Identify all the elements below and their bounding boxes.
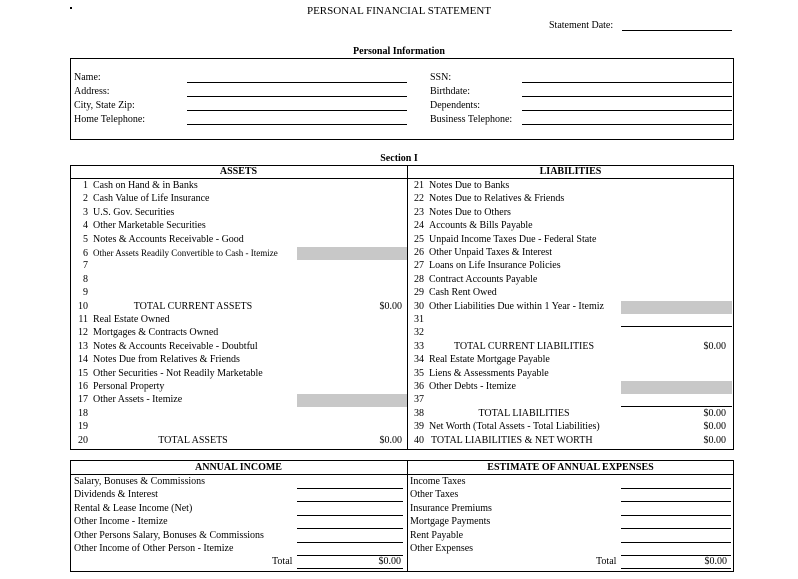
asset-row (74, 314, 170, 326)
liability-row-label: Liens & Assessments Payable (429, 367, 549, 379)
asset-row (74, 354, 240, 366)
asset-value-cell-shaded[interactable] (297, 394, 407, 407)
income-row-label: Other Persons Salary, Bonuses & Commissions (74, 529, 264, 541)
liability-row (410, 354, 550, 366)
liability-row (410, 301, 604, 313)
income-row-label: Other Income - Itemize (74, 516, 168, 528)
expense-row-field[interactable] (621, 501, 731, 502)
income-row-field[interactable] (297, 515, 403, 516)
asset-row (74, 234, 244, 246)
liability-row (410, 274, 537, 286)
asset-row (74, 287, 93, 299)
asset-row-number: 13 (78, 340, 88, 352)
income-row-label: Salary, Bonuses & Commissions (74, 476, 206, 487)
liability-value-cell-shaded[interactable] (621, 301, 732, 314)
liability-row-number: 24 (414, 220, 424, 232)
statement-date-field[interactable] (622, 30, 732, 31)
liability-row (410, 193, 564, 205)
liability-row-number: 40 (414, 434, 424, 446)
asset-row-label: TOTAL CURRENT ASSETS (133, 300, 253, 312)
liability-row-number: 27 (414, 260, 424, 272)
liability-row-label: Notes Due to Others (429, 206, 511, 218)
liability-row-number: 34 (414, 354, 424, 366)
asset-row-label: Cash Value of Life Insurance (93, 193, 210, 205)
personal-field-label: Address: (74, 86, 110, 97)
liability-row-label: Loans on Life Insurance Policies (429, 260, 561, 272)
income-row-label: Dividends & Interest (74, 489, 158, 501)
liability-row-number: 35 (414, 367, 424, 379)
expense-row-label: Mortgage Payments (410, 516, 491, 528)
asset-row-number: 11 (78, 314, 88, 325)
liability-row-label: Cash Rent Owed (429, 287, 497, 299)
asset-row-label: Other Marketable Securities (93, 220, 206, 232)
personal-field-input[interactable] (522, 82, 732, 83)
liability-row (410, 381, 516, 393)
personal-field-label: Name: (74, 72, 101, 83)
personal-field-label: Business Telephone: (430, 114, 513, 125)
personal-field-input[interactable] (522, 96, 732, 97)
asset-row-number: 5 (83, 233, 88, 245)
asset-row-number: 9 (83, 287, 88, 299)
personal-info-heading: Personal Information (353, 46, 445, 57)
section-divider (407, 165, 408, 449)
asset-row-number: 15 (78, 367, 88, 379)
asset-row-label: Other Securities - Not Readily Marketable (93, 367, 263, 379)
personal-field-input[interactable] (187, 110, 407, 111)
asset-row (74, 394, 182, 406)
income-total-field (297, 568, 403, 569)
asset-row (74, 180, 198, 192)
liability-row-number: 39 (414, 421, 424, 433)
liability-row-label: TOTAL LIABILITIES & NET WORTH (431, 434, 593, 446)
liability-value-field[interactable] (621, 326, 732, 327)
income-total-value: $0.00 (378, 556, 401, 567)
asset-row-label: Notes & Accounts Receivable - Good (93, 233, 244, 245)
liability-row (410, 220, 533, 232)
liability-row (410, 435, 593, 447)
asset-row-number: 7 (83, 260, 88, 272)
liability-row (410, 287, 497, 299)
asset-row-number: 1 (83, 180, 88, 191)
liability-row (410, 341, 619, 353)
liability-row-number: 22 (414, 193, 424, 205)
liability-row (410, 260, 561, 272)
asset-row-label: Other Assets - Itemize (93, 394, 183, 406)
liability-row (410, 408, 619, 420)
income-row-field[interactable] (297, 501, 403, 502)
liability-row-number: 38 (414, 407, 424, 419)
liability-row-number: 36 (414, 381, 424, 392)
income-total-label: Total (272, 556, 293, 567)
liability-total-value: $0.00 (703, 434, 726, 446)
expense-row-field[interactable] (621, 555, 731, 556)
income-expense-divider (407, 460, 408, 571)
liability-total-value: $0.00 (703, 340, 726, 352)
expense-row-label: Rent Payable (410, 529, 464, 541)
asset-row (74, 381, 164, 393)
liability-row-number: 33 (414, 340, 424, 352)
asset-value-cell-shaded[interactable] (297, 247, 407, 260)
liability-row (410, 247, 552, 259)
expense-row-label: Other Taxes (410, 489, 459, 501)
expenses-total-label: Total (596, 556, 617, 567)
personal-field-label: SSN: (430, 72, 452, 83)
liability-row-number: 23 (414, 206, 424, 218)
expense-row-label: Insurance Premiums (410, 502, 492, 514)
personal-field-input[interactable] (187, 124, 407, 125)
liability-row-number: 28 (414, 273, 424, 285)
liability-row (410, 421, 600, 433)
expense-row-field[interactable] (621, 542, 731, 543)
asset-total-value: $0.00 (379, 434, 402, 446)
expense-row-label: Income Taxes (410, 476, 466, 487)
asset-row-number: 16 (78, 381, 88, 392)
liability-row (410, 327, 429, 339)
liability-row-label: Other Debts - Itemize (429, 381, 516, 392)
section-header-rule (70, 178, 733, 179)
expenses-total-value: $0.00 (704, 556, 727, 567)
income-row-label: Other Income of Other Person - Itemize (74, 543, 234, 554)
asset-row (74, 408, 93, 420)
asset-row-number: 17 (78, 394, 88, 406)
liabilities-heading: LIABILITIES (539, 166, 602, 177)
liability-row-number: 21 (414, 180, 424, 191)
asset-row-label: Notes & Accounts Receivable - Doubtful (93, 340, 258, 352)
personal-field-label: Home Telephone: (74, 114, 146, 125)
liability-row (410, 314, 429, 326)
asset-row-number: 18 (78, 407, 88, 419)
asset-row-number: 2 (83, 193, 88, 205)
income-row-field[interactable] (297, 488, 403, 489)
asset-row-number: 14 (78, 354, 88, 366)
asset-row (74, 301, 293, 313)
liability-row-label: TOTAL CURRENT LIABILITIES (453, 340, 595, 352)
statement-date-label: Statement Date: (549, 20, 614, 31)
asset-row (74, 435, 293, 447)
liability-row-label: Notes Due to Banks (429, 180, 510, 191)
liability-row-number: 30 (414, 300, 424, 312)
asset-row (74, 341, 258, 353)
personal-field-label: City, State Zip: (74, 100, 135, 111)
income-row-field[interactable] (297, 555, 403, 556)
assets-heading: ASSETS (219, 166, 258, 177)
liability-row-number: 32 (414, 327, 424, 339)
personal-field-input[interactable] (522, 110, 732, 111)
section-label: Section I (380, 153, 418, 164)
liability-value-cell-shaded[interactable] (621, 381, 732, 394)
asset-row (74, 368, 263, 380)
asset-row-label: U.S. Gov. Securities (93, 206, 175, 218)
asset-row-label: Mortgages & Contracts Owned (93, 327, 219, 339)
liability-row-number: 25 (414, 233, 424, 245)
asset-row-number: 3 (83, 206, 88, 218)
liability-row-number: 26 (414, 247, 424, 258)
asset-total-value: $0.00 (379, 300, 402, 312)
asset-row-label: Other Assets Readily Convertible to Cash - Itemize (93, 248, 278, 258)
liability-row (410, 368, 549, 380)
asset-row-number: 12 (78, 327, 88, 339)
personal-field-input[interactable] (522, 124, 732, 125)
asset-row (74, 421, 93, 433)
liability-row (410, 234, 596, 246)
asset-row (74, 327, 218, 339)
liability-row (410, 394, 429, 406)
asset-row-number: 20 (78, 434, 88, 446)
annual-expenses-heading: ESTIMATE OF ANNUAL EXPENSES (487, 462, 654, 473)
liability-total-value: $0.00 (703, 421, 726, 433)
asset-row (74, 193, 209, 205)
liability-row-label: Other Liabilities Due within 1 Year - Itemiz (429, 300, 604, 312)
personal-field-label: Dependents: (430, 100, 480, 111)
expense-row-field[interactable] (621, 488, 731, 489)
liability-total-value: $0.00 (703, 407, 726, 419)
asset-row (74, 247, 278, 260)
asset-row-label: Notes Due from Relatives & Friends (93, 354, 240, 366)
asset-row-number: 19 (78, 421, 88, 433)
personal-field-input[interactable] (187, 96, 407, 97)
asset-row (74, 207, 174, 219)
liability-row-label: Unpaid Income Taxes Due - Federal State (429, 233, 597, 245)
income-row-field[interactable] (297, 528, 403, 529)
asset-row (74, 274, 93, 286)
expense-row-label: Other Expenses (410, 543, 474, 554)
asset-row-number: 8 (83, 273, 88, 285)
asset-row-number: 4 (83, 220, 88, 232)
liability-row-number: 29 (414, 287, 424, 299)
income-row-field[interactable] (297, 542, 403, 543)
liability-row-number: 31 (414, 314, 424, 325)
liability-row-number: 37 (414, 394, 424, 406)
personal-info-box (70, 58, 734, 140)
asset-row (74, 220, 206, 232)
liability-row (410, 180, 509, 192)
asset-row-label: TOTAL ASSETS (158, 434, 228, 446)
asset-row-number: 6 (83, 248, 88, 259)
personal-field-label: Birthdate: (430, 86, 470, 97)
asset-row-label: Cash on Hand & in Banks (93, 180, 198, 191)
liability-row-label: Real Estate Mortgage Payable (429, 354, 550, 366)
income-header-rule (70, 474, 733, 475)
liability-row-label: Accounts & Bills Payable (429, 220, 533, 232)
income-row-label: Rental & Lease Income (Net) (74, 502, 193, 514)
liability-row-label: Notes Due to Relatives & Friends (429, 193, 565, 205)
expense-row-field[interactable] (621, 515, 731, 516)
annual-income-heading: ANNUAL INCOME (195, 462, 282, 473)
page-title: PERSONAL FINANCIAL STATEMENT (306, 5, 492, 17)
personal-field-input[interactable] (187, 82, 407, 83)
liability-row (410, 207, 511, 219)
expenses-total-field (621, 568, 731, 569)
liability-row-label: Net Worth (Total Assets - Total Liabilities) (429, 421, 600, 433)
liability-row-label: Contract Accounts Payable (429, 273, 538, 285)
liability-row-label: TOTAL LIABILITIES (478, 407, 570, 419)
liability-row-label: Other Unpaid Taxes & Interest (429, 247, 552, 258)
asset-row-label: Personal Property (93, 381, 165, 392)
asset-row-label: Real Estate Owned (93, 314, 170, 325)
asset-row (74, 260, 93, 272)
expense-row-field[interactable] (621, 528, 731, 529)
asset-row-number: 10 (78, 300, 88, 312)
